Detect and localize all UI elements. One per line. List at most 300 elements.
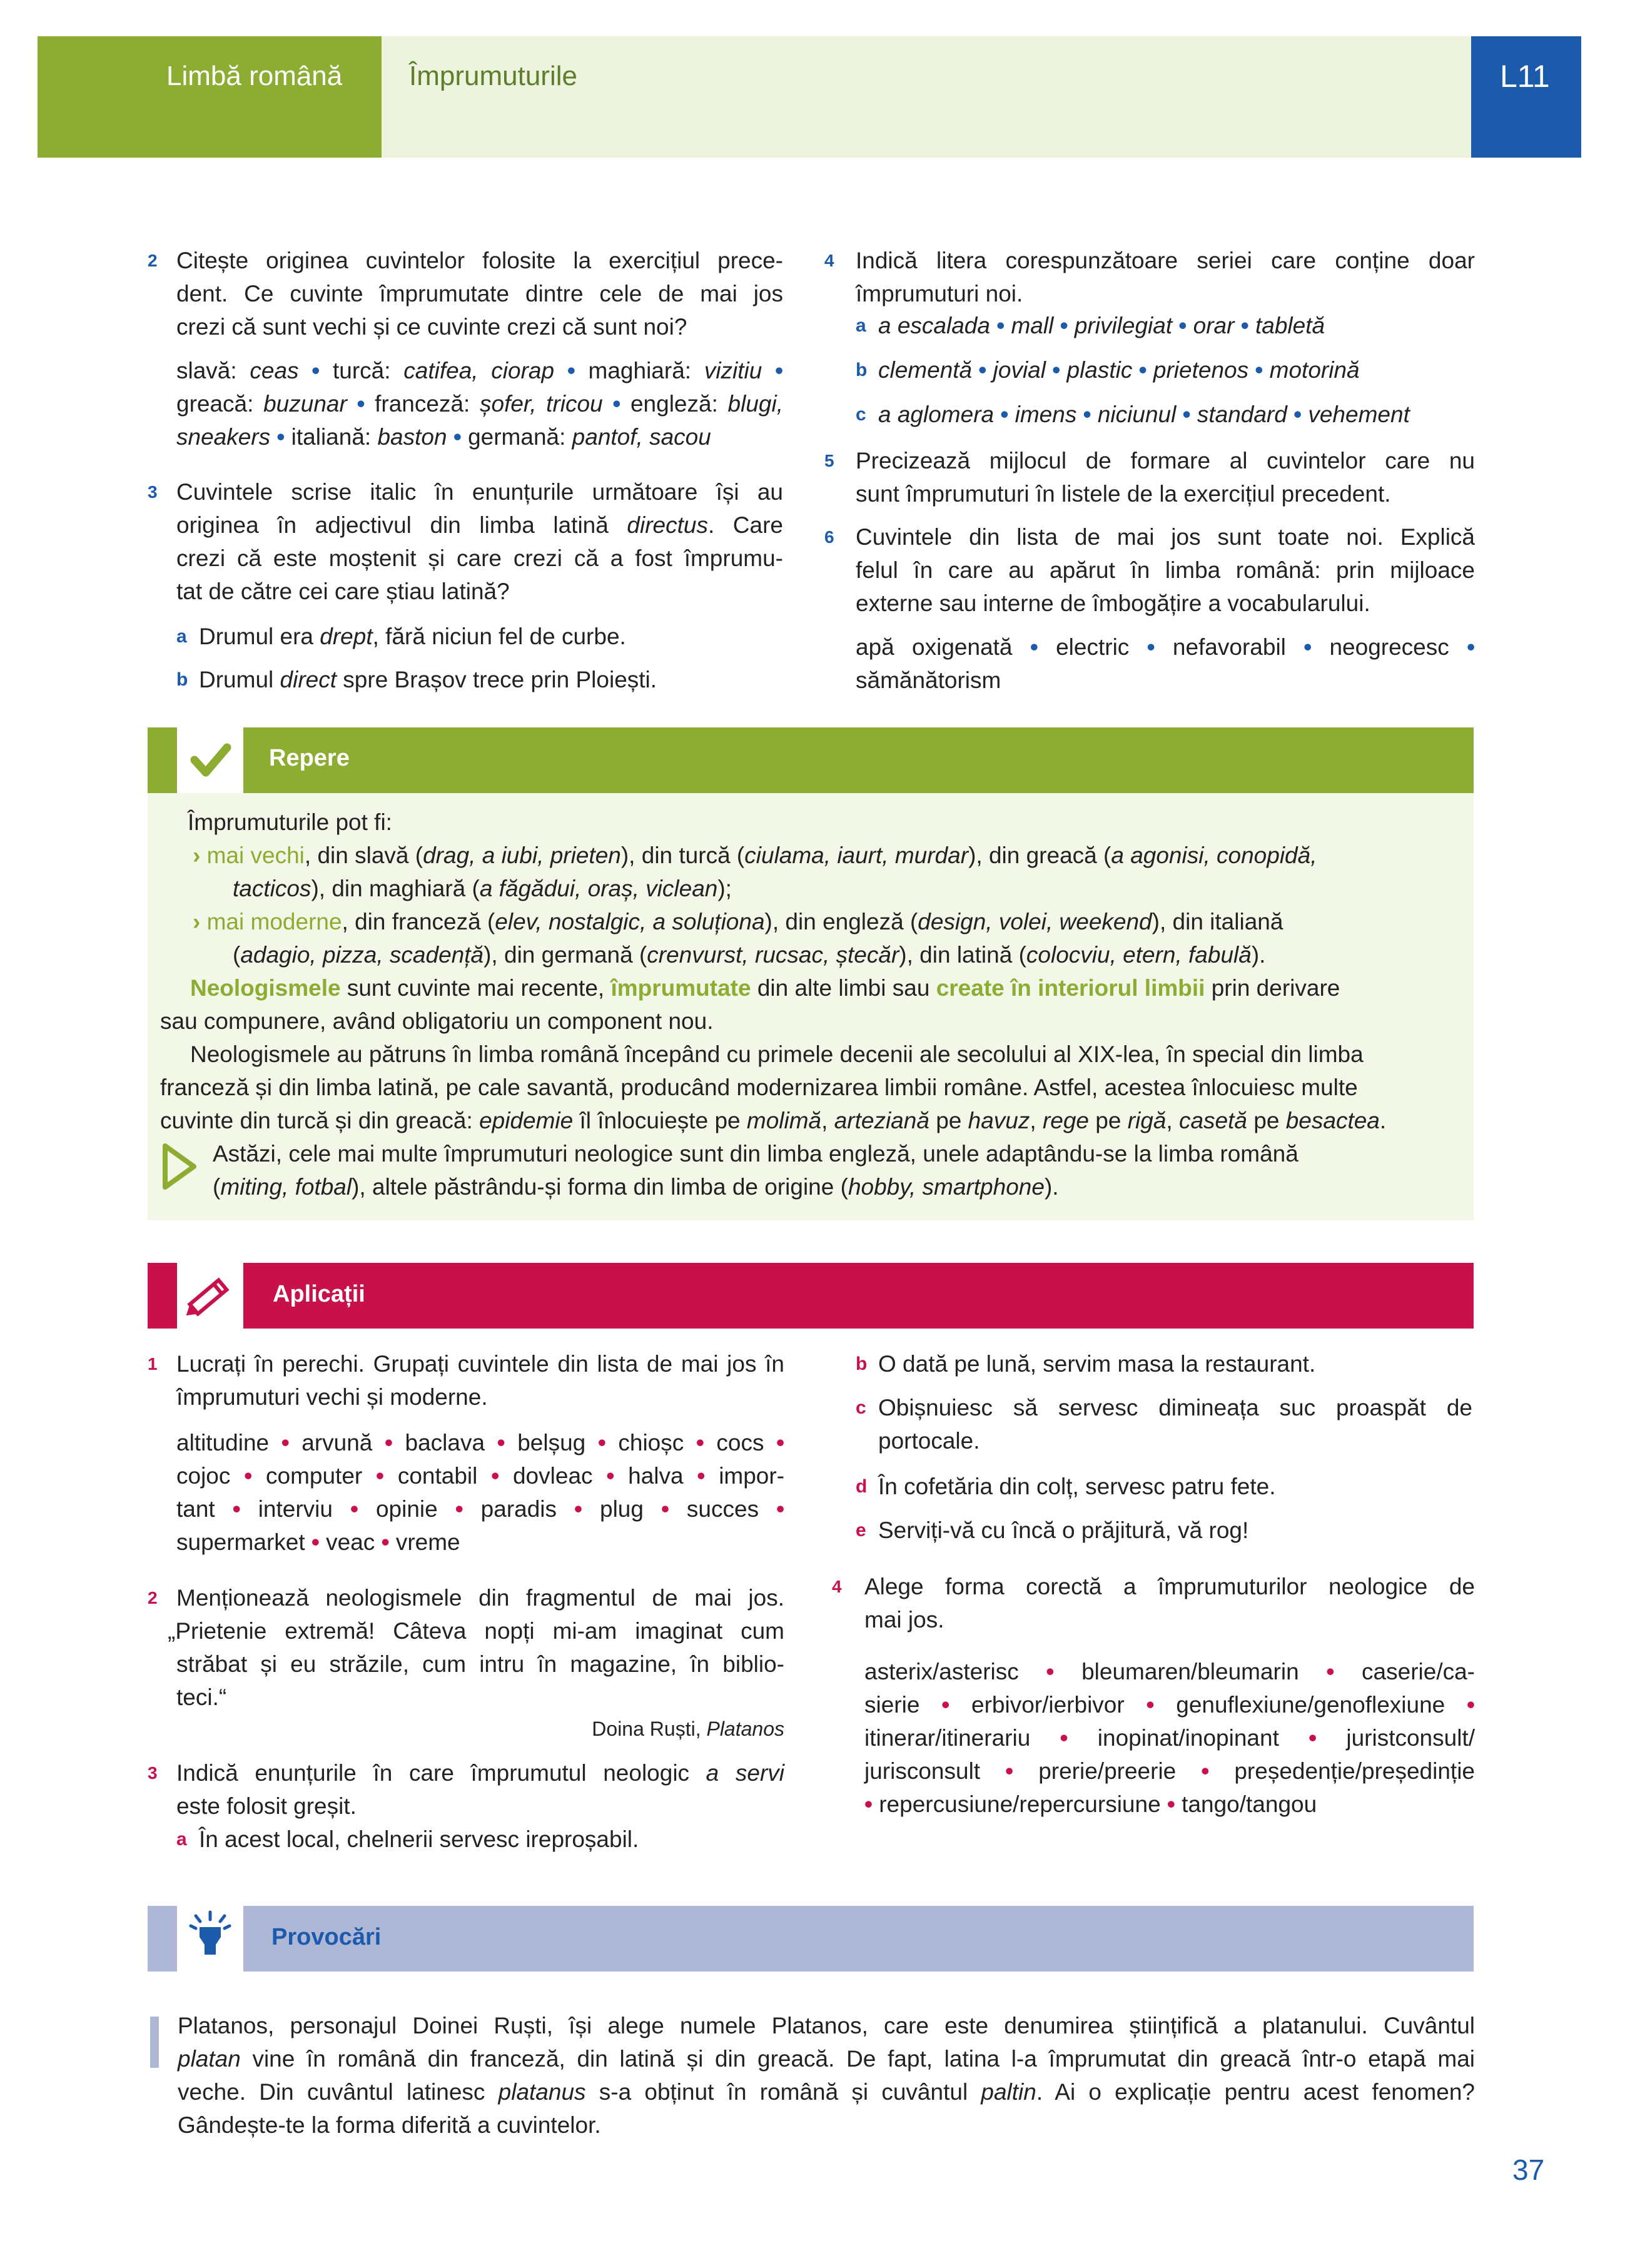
text-fragment: asterix/asterisc [864,1659,1019,1684]
bullet-separator: • [305,1529,327,1555]
text-line [864,1721,1475,1754]
text-fragment: , fără niciun fel de curbe. [372,624,626,649]
text-fragment: ( [233,942,241,968]
bullet-separator: • [447,424,468,450]
bullet-separator: • [298,358,333,383]
text-fragment: cojoc [176,1463,231,1489]
text-fragment: electric [1056,634,1130,660]
text-fragment: contabil [397,1463,478,1489]
bullet-separator: • [602,391,630,417]
text-line: portocale. [878,1428,980,1454]
text-line [176,475,783,509]
bullet-separator: • [332,1496,376,1522]
text-fragment: sămănătorism [856,667,1001,693]
text-fragment: cuvinte din turcă și din greacă: [160,1108,480,1133]
item-letter: a [176,1829,187,1850]
text-fragment: , din slavă ( [304,843,423,868]
text-line [176,575,783,608]
italic-text: a escalada [878,313,990,338]
exercise-number: 6 [824,527,834,547]
bullet-separator: • [477,1463,513,1489]
bullet-separator: • [764,1430,785,1455]
bullet-separator: • [269,1430,302,1455]
bullet-separator: • [375,1529,396,1555]
header-subject: Limbă română [166,61,343,91]
aplicatii-exercise-1-instructions [176,1347,784,1414]
bullet-separator: • [437,1496,481,1522]
text-fragment: . Ai o explicație pentru acest fenomen? [1036,2079,1475,2105]
text-fragment: , [1166,1108,1179,1133]
text-line: Indică litera corespunzătoare seriei care conține doar [856,248,1475,273]
exercise-4-option-b [878,353,1472,387]
italic-text: orar [1193,313,1235,338]
text-fragment: ( [213,1174,221,1200]
italic-text: sneakers [176,424,271,450]
italic-text: catifea, ciorap [403,358,555,383]
text-line: „Prietenie extremă! Câteva nopți mi-am imaginat cum [168,1618,784,1644]
text-line [213,1137,1386,1170]
text-line [176,1426,784,1459]
text-fragment: germană: [468,424,572,450]
provocari-title: Provocări [271,1924,382,1950]
item-letter: e [856,1520,866,1541]
text-fragment: halva [628,1463,684,1489]
aplicatii-exercise-3-item-c [878,1391,1472,1457]
text-line [160,1005,1386,1038]
item-letter: a [856,315,866,336]
text-line: externe sau interne de îmbogățire a vocabularului. [856,590,1370,616]
text-fragment: slavă: [176,358,250,383]
italic-text: privilegiat [1074,313,1173,338]
pencil-icon [177,1263,243,1329]
text-fragment: pe [1089,1108,1128,1133]
text-fragment: baclava [405,1430,485,1455]
text-line [160,1104,1386,1137]
bullet-separator: • [485,1430,518,1455]
italic-text: rege [1042,1108,1089,1133]
text-line [176,1526,784,1559]
aplicatii-exercise-2-text [168,1581,784,1714]
text-line [864,1754,1475,1788]
text-line [176,1790,784,1823]
text-fragment: altitudine [176,1430,270,1455]
bullet-separator: • [270,424,291,450]
text-fragment: . Care [707,512,783,538]
bullet-separator: • [762,358,784,383]
text-fragment: cocs [716,1430,764,1455]
text-fragment: franceză și din limba latină, pe cale savantă, producând modernizarea limbii române. Astfel, acestea înlocuiesc multe [160,1075,1358,1100]
italic-text: clementă [878,357,973,383]
text-line: Alege forma corectă a împrumuturilor neologice de [864,1574,1475,1599]
italic-text: platanus [498,2079,586,2105]
text-fragment: este folosit greșit. [176,1793,357,1819]
text-line [856,664,1475,697]
text-fragment: turcă: [333,358,404,383]
italic-text: baston [377,424,447,450]
text-line [178,2075,1475,2109]
text-fragment: juristconsult/ [1346,1725,1475,1751]
aplicatii-exercise-3-item-a [199,1823,781,1856]
text-line [199,663,781,696]
text-fragment: repercusiune/repercursiune [879,1791,1161,1817]
text-line: Obișnuiesc să servesc dimineața suc proaspăt de [878,1395,1472,1420]
text-fragment: engleză: [630,391,728,417]
header-topic-band [382,36,1471,158]
bullet-separator: • [1045,357,1067,383]
text-fragment: crezi că este moștenit și care crezi că a fost împrumu- [176,545,783,571]
exercise-number: 1 [148,1354,158,1374]
text-fragment: itinerar/itinerariu [864,1725,1031,1751]
bullet-separator: • [1445,1692,1476,1718]
text-fragment: neogrecesc [1329,634,1449,660]
text-line [176,509,783,542]
text-fragment: , [821,1108,834,1133]
text-fragment: bleumaren/bleumarin [1081,1659,1299,1684]
exercise-number: 4 [832,1577,842,1596]
text-line: împrumuturi vechi și moderne. [176,1384,488,1410]
text-fragment: , [1030,1108,1043,1133]
text-line [178,2109,1475,2142]
text-fragment: ), din engleză ( [764,909,918,934]
italic-text: epidemie [479,1108,574,1133]
text-fragment: ), din latină ( [899,942,1026,968]
text-line: Menționează neologismele din fragmentul de mai jos. [176,1585,784,1611]
text-fragment: pe [1247,1108,1286,1133]
text-fragment: din alte limbi sau [751,975,936,1001]
bullet-separator: • [372,1430,405,1455]
text-line [176,542,783,575]
italic-text: ceas [250,358,299,383]
text-fragment: tat de către cei care știau latină? [176,579,510,604]
italic-text: paltin [981,2079,1036,2105]
text-line [193,905,1386,938]
text-line: sunt împrumuturi în listele de la exercițiul precedent. [856,481,1391,507]
text-fragment: ), din maghiară ( [311,876,480,901]
exercise-number: 2 [148,251,158,270]
text-fragment: Neologismele [190,975,341,1001]
text-fragment: greacă: [176,391,264,417]
text-line [878,353,1472,387]
text-fragment: Cuvintele scrise italic în enunțurile următoare își au [176,479,783,505]
italic-text: directus [627,512,708,538]
italic-text: molimă [746,1108,822,1133]
text-fragment: supermarket [176,1529,305,1555]
text-fragment: genuflexiune/genoflexiune [1176,1692,1445,1718]
bullet-separator: • [347,391,375,417]
exercise-2-instructions [176,244,783,343]
text-fragment: italiană: [291,424,378,450]
text-fragment: Gândește-te la forma diferită a cuvintelor. [178,2112,601,2138]
text-fragment: s-a obținut în română și cuvântul [585,2079,981,2105]
text-fragment: îl înlocuiește pe [573,1108,747,1133]
italic-text: a aglomera [878,402,995,427]
italic-text: buzunar [263,391,347,417]
exercise-number: 4 [824,251,834,270]
text-fragment: , din franceză ( [342,909,495,934]
text-line [176,354,783,387]
text-fragment: președenție/președinție [1234,1758,1476,1784]
bullet-separator: • [585,1430,619,1455]
text-fragment: sau compunere, având obligatoriu un component nou. [160,1008,714,1034]
italic-text: casetă [1178,1108,1247,1133]
text-fragment: mai vechi [206,843,305,868]
text-line [878,398,1472,431]
provocari-text [178,2009,1475,2142]
bullet-separator: • [1030,1725,1098,1751]
bullet-separator: • [683,1463,719,1489]
bullet-separator: • [1160,1791,1182,1817]
item-letter: c [856,1397,866,1418]
text-fragment: vine în română din franceză, din latină și din greacă. De fapt, latina l-a împrumutat din greacă într-o etapă mai [240,2046,1475,2072]
text-line [864,1655,1475,1688]
bullet-separator: • [990,313,1011,338]
italic-text: rigă [1127,1108,1167,1133]
text-fragment: ), din greacă ( [968,843,1111,868]
italic-text: direct [280,667,337,692]
page-number: 37 [1512,2154,1545,2186]
bullet-separator: • [1076,402,1098,427]
bullet-separator: • [972,357,993,383]
text-fragment: Drumul era [199,624,320,649]
header-lesson-band [1471,36,1581,158]
text-fragment: arvună [301,1430,373,1455]
text-fragment: vreme [395,1529,460,1555]
bullet-separator: • [1053,313,1075,338]
text-fragment: plug [600,1496,644,1522]
italic-text: blugi, [727,391,783,417]
aplicatii-exercise-1-word-list [176,1426,784,1559]
aplicatii-exercise-3-item-d [878,1470,1472,1503]
bullet-separator: • [1018,1659,1082,1684]
text-line: Citește originea cuvintelor folosite la exercițiul prece- [176,248,783,273]
text-fragment: interviu [258,1496,333,1522]
exercise-6-instructions [856,520,1475,620]
italic-text: hobby, smartphone [848,1174,1045,1200]
text-fragment: franceză: [375,391,480,417]
bullet-separator: • [1176,1758,1235,1784]
text-fragment: chioșc [618,1430,684,1455]
aplicatii-title: Aplicații [273,1281,365,1307]
text-fragment: jurisconsult [864,1758,981,1784]
italic-text: a servi [706,1760,784,1786]
repere-text [160,806,1387,1203]
text-fragment: succes [686,1496,759,1522]
text-fragment: ), altele păstrându-și forma din limba de origine ( [352,1174,848,1200]
text-fragment: Drumul [199,667,280,692]
italic-text: tabletă [1255,313,1325,338]
text-fragment: ). [1044,1174,1059,1200]
bullet-separator: • [1287,402,1309,427]
text-line: dent. Ce cuvinte împrumutate dintre cele de mai jos [176,281,783,306]
aplicatii-exercise-4-word-list [864,1655,1475,1821]
text-fragment: opinie [375,1496,438,1522]
bullet-separator: • [759,1496,785,1522]
text-fragment: prin derivare [1205,975,1340,1001]
aplicatii-exercise-3-item-e [878,1514,1472,1547]
italic-text: pantof, sacou [572,424,711,450]
bullet-separator: • [864,1791,879,1817]
text-fragment: erbivor/ierbivor [971,1692,1125,1718]
bullet-separator: • [919,1692,971,1718]
text-fragment: inopinat/inopinant [1097,1725,1279,1751]
text-line: străbat și eu străzile, cum intru în magazine, în biblio- [176,1651,784,1677]
text-line: Cuvintele din lista de mai jos sunt toate noi. Explică [856,524,1475,550]
italic-text: besactea [1285,1108,1380,1133]
repere-title: Repere [269,745,350,771]
text-fragment: mai moderne [206,909,342,934]
text-line: În acest local, chelnerii servesc ireproșabil. [199,1826,639,1852]
italic-text: ciulama, iaurt, murdar [744,843,969,868]
text-fragment: Indică enunțurile în care împrumutul neologic [176,1760,706,1786]
italic-text: colocviu, etern, fabulă [1026,942,1252,968]
exercise-6-word-list [856,630,1475,697]
header-topic: Împrumuturile [409,61,577,91]
italic-text: design, volei, weekend [918,909,1152,934]
text-line [176,1756,784,1790]
text-line: Lucrați în perechi. Grupați cuvintele din lista de mai jos în [176,1351,784,1377]
item-letter: c [856,404,866,425]
text-fragment: nefavorabil [1172,634,1286,660]
text-fragment: Neologismele au pătruns în limba română începând cu primele decenii ale secolului al XIX-lea, în special din limba [190,1041,1364,1067]
italic-text: havuz [968,1108,1030,1133]
text-line [160,1071,1386,1104]
exercise-4-instructions [856,244,1475,310]
text-line [193,839,1386,872]
text-line: O dată pe lună, servim masa la restaurant. [878,1351,1316,1377]
header-lesson-code: L11 [1500,59,1550,94]
italic-text: arteziană [834,1108,929,1133]
italic-text: vizitiu [704,358,762,383]
bullet-separator: • [1449,634,1476,660]
text-line: Serviți-vă cu încă o prăjitură, vă rog! [878,1517,1249,1543]
text-fragment: prerie/preerie [1038,1758,1177,1784]
text-fragment: tant [176,1496,215,1522]
text-line [190,1038,1386,1071]
text-line [864,1688,1475,1721]
italic-text: plastic [1066,357,1133,383]
text-fragment: spre Brașov trece prin Ploiești. [337,667,657,692]
text-fragment: sunt cuvinte mai recente, [340,975,611,1001]
bullet-separator: • [643,1496,687,1522]
text-fragment: ), din turcă ( [620,843,745,868]
text-line [233,872,1386,905]
text-fragment: ), din germană ( [483,942,647,968]
italic-text: standard [1197,402,1287,427]
bullet-separator: • [1298,1659,1362,1684]
bullet-separator: • [994,402,1015,427]
item-letter: d [856,1476,868,1497]
italic-text: motorină [1269,357,1360,383]
text-fragment: originea în adjectivul din limba latină [176,512,627,538]
bullet-separator: • [1012,634,1056,660]
text-fragment: impor- [719,1463,785,1489]
italic-text: adagio, pizza, scadență [240,942,484,968]
bullet-separator: • [980,1758,1039,1784]
text-line: În cofetăria din colț, servesc patru fete. [878,1474,1276,1499]
text-fragment: pe [929,1108,968,1133]
text-line [178,2042,1475,2075]
text-fragment: › [193,909,207,934]
text-fragment: veac [326,1529,375,1555]
exercise-3-item-b [199,663,781,696]
text-fragment: ); [717,876,732,901]
bullet-separator: • [1278,1725,1347,1751]
text-line: crezi că sunt vechi și ce cuvinte crezi că sunt noi? [176,314,687,340]
italic-text: elev, nostalgic, a soluționa [495,909,765,934]
text-fragment: ). [1251,942,1266,968]
text-line: Precizează mijlocul de formare al cuvintelor care nu [856,448,1475,473]
italic-text: crenvurst, rucsac, ștecăr [647,942,899,968]
text-line [878,309,1472,342]
aplicatii-exercise-4-instructions [864,1570,1475,1636]
text-line [213,1170,1386,1203]
checkmark-icon [177,727,243,793]
exercise-3-instructions [176,475,783,608]
text-fragment: Astăzi, cele mai multe împrumuturi neologice sunt din limba engleză, unele adaptându-se la limba română [213,1141,1298,1167]
text-fragment: veche. Din cuvântul latinesc [178,2079,499,2105]
italic-text: mall [1011,313,1054,338]
source-title: Platanos [706,1718,784,1740]
bullet-separator: • [362,1463,398,1489]
text-line [188,806,1386,839]
italic-text: a făgădui, oraș, viclean [479,876,718,901]
text-line [178,2009,1475,2042]
italic-text: imens [1015,402,1077,427]
text-fragment: belșug [517,1430,586,1455]
text-line [176,387,783,420]
text-fragment: Împrumuturile pot fi: [188,809,392,835]
bullet-separator: • [1234,313,1255,338]
italic-text: drag, a iubi, prieten [423,843,621,868]
text-fragment: ), din italiană [1152,909,1283,934]
text-line: teci.“ [176,1684,227,1710]
exercise-number: 5 [824,451,834,470]
italic-text: drept [320,624,373,649]
italic-text: miting, fotbal [220,1174,352,1200]
italic-text: tacticos [233,876,311,901]
text-fragment: sierie [864,1692,920,1718]
bullet-separator: • [230,1463,266,1489]
exercise-number: 3 [148,482,158,502]
item-letter: b [176,669,188,690]
text-line [856,630,1475,664]
text-line: împrumuturi noi. [856,281,1023,306]
header-subject-band [38,36,382,158]
text-fragment: create în interiorul limbii [936,975,1205,1001]
text-line [176,1459,784,1492]
bullet-separator: • [1132,357,1153,383]
provocari-marker [150,2017,159,2068]
text-fragment: . [1379,1108,1387,1133]
aplicatii-exercise-3-item-b [878,1347,1472,1380]
text-line [190,971,1386,1005]
exercise-number: 3 [148,1763,158,1783]
bullet-separator: • [1176,402,1197,427]
bullet-separator: • [215,1496,258,1522]
bullet-separator: • [554,358,589,383]
exercise-4-option-a [878,309,1472,342]
lightbulb-icon [177,1906,243,1972]
text-line [176,420,783,453]
text-fragment: Platanos, personajul Doinei Ruști, își alege numele Platanos, care este denumirea științifică a platanului. Cuvântul [178,2013,1475,2038]
text-fragment: › [193,843,207,868]
bullet-separator: • [1124,1692,1177,1718]
bullet-separator: • [1172,313,1193,338]
play-arrow-icon [161,1142,199,1191]
text-line [176,1492,784,1526]
text-line: felul în care au apărut în limba română: prin mijloace [856,557,1475,583]
exercise-4-option-c [878,398,1472,431]
